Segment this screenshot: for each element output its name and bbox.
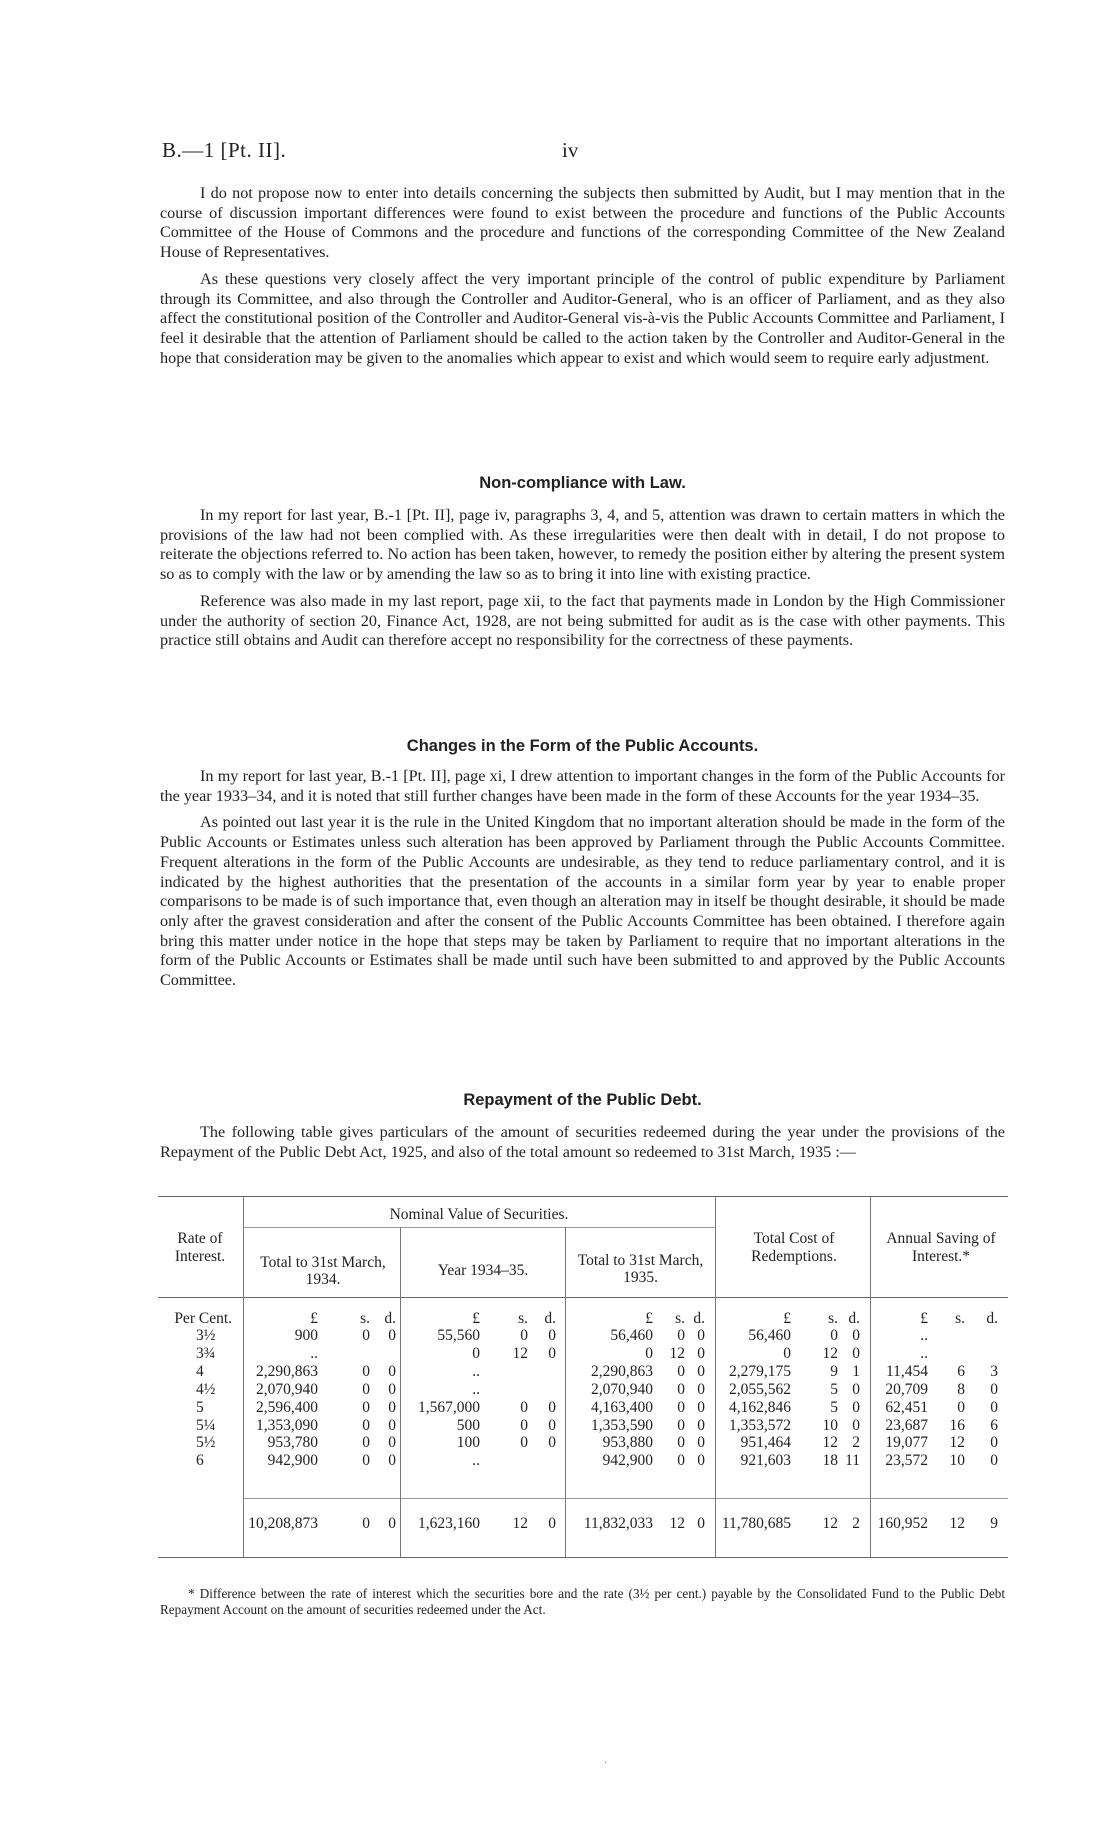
- table-cell: 0: [362, 1398, 370, 1416]
- table-bottom-rule: [158, 1557, 1008, 1558]
- footnote-text: * Difference between the rate of interest which the securities bore and the rate (3½ per cent.) payable by the Consolidated Fund to the Public Debt Repayment Account on the amount of securities redeemed under the Act.: [160, 1586, 1005, 1617]
- rate-cell: 6: [196, 1452, 204, 1470]
- table-cell: 0: [852, 1380, 860, 1398]
- totals-rule: [243, 1498, 1008, 1499]
- table-cell: ..: [472, 1452, 480, 1470]
- table-cell: ..: [472, 1380, 480, 1398]
- total-cell: 0: [388, 1515, 396, 1532]
- table-cell: 0: [548, 1327, 556, 1344]
- table-cell: 12: [669, 1344, 685, 1362]
- table-cell: 16: [949, 1416, 965, 1434]
- table-cell: 0: [520, 1434, 528, 1452]
- table-cell: 0: [677, 1380, 685, 1398]
- table-cell: 0: [990, 1398, 998, 1416]
- table-cell: 0: [852, 1398, 860, 1416]
- table-cell: 23,572: [885, 1452, 928, 1470]
- table-cell: 0: [697, 1344, 705, 1362]
- paragraph: Reference was also made in my last report, page xii, to the fact that payments made in London by the High Commissioner under the authority of section 20, Finance Act, 1928, are not being submitted for audit as is the case with other payments. This practice still obtains and Audit can therefore accept no responsibility for the correctness of these payments.: [160, 591, 1005, 650]
- table-cell: 0: [697, 1416, 705, 1434]
- table-cell: 942,900: [602, 1452, 653, 1470]
- table-cell: 19,077: [885, 1434, 928, 1452]
- rate-cell: 5: [196, 1398, 204, 1416]
- table-cell: 11,454: [885, 1362, 928, 1380]
- table-cell: 2: [852, 1434, 860, 1452]
- table-cell: 500: [456, 1416, 480, 1434]
- unit-label: s.: [675, 1310, 685, 1327]
- unit-label: d.: [384, 1310, 396, 1327]
- unit-label: £: [472, 1310, 480, 1327]
- table-cell: 0: [697, 1398, 705, 1416]
- page-header: [162, 138, 1002, 168]
- unit-label: d.: [848, 1310, 860, 1327]
- table-cell: 18: [822, 1452, 838, 1470]
- table-header-rule: [158, 1297, 1008, 1298]
- table-cell: 0: [548, 1434, 556, 1452]
- paragraph: I do not propose now to enter into details concerning the subjects then submitted by Audit, but I may mention that in the course of discussion important differences were found to exist between the procedure and functions of the Public Accounts Committee of the House of Commons and the procedure and functions of the corresponding Committee of the New Zealand House of Representatives.: [160, 184, 1005, 262]
- table-top-rule: [158, 1196, 1008, 1197]
- unit-label: s.: [955, 1310, 965, 1327]
- table-cell: 6: [957, 1362, 965, 1380]
- col-header-cost: Total Cost of Redemptions.: [751, 1230, 837, 1265]
- table-cell: 0: [783, 1344, 791, 1362]
- table-cell: 2,290,863: [591, 1362, 653, 1380]
- rate-cell: 4: [196, 1362, 204, 1380]
- table-cell: 0: [677, 1434, 685, 1452]
- table-cell: 0: [388, 1416, 396, 1434]
- table-cell: 0: [472, 1344, 480, 1362]
- unit-label: £: [783, 1310, 791, 1327]
- nominal-group-rule: [243, 1227, 715, 1228]
- table-cell: 942,900: [267, 1452, 318, 1470]
- table-cell: 0: [990, 1380, 998, 1398]
- table-cell: ..: [472, 1362, 480, 1380]
- total-cell: 0: [697, 1515, 705, 1532]
- table-cell: 5: [830, 1380, 838, 1398]
- section-non-compliance-text: [160, 506, 1005, 658]
- total-cell: 160,952: [877, 1515, 928, 1532]
- section-public-accounts-text: [160, 767, 1005, 998]
- table-cell: 953,780: [267, 1434, 318, 1452]
- section-heading-public-accounts: Changes in the Form of the Public Accounts.: [406, 737, 759, 755]
- table-cell: 2,070,940: [591, 1380, 653, 1398]
- table-cell: 3: [990, 1362, 998, 1380]
- table-cell: 0: [852, 1327, 860, 1344]
- total-cell: 2: [852, 1515, 860, 1532]
- table-cell: 12: [822, 1344, 838, 1362]
- table-cell: 0: [697, 1434, 705, 1452]
- table-cell: 0: [362, 1327, 370, 1344]
- table-cell: 1,353,090: [256, 1416, 318, 1434]
- page-number: iv: [562, 138, 579, 162]
- table-cell: 0: [548, 1344, 556, 1362]
- unit-label: d.: [986, 1310, 998, 1327]
- table-cell: 0: [697, 1362, 705, 1380]
- table-cell: 4,162,846: [729, 1398, 791, 1416]
- total-cell: 0: [362, 1515, 370, 1532]
- table-cell: 0: [362, 1434, 370, 1452]
- table-cell: 55,560: [437, 1327, 480, 1344]
- unit-label: s.: [828, 1310, 838, 1327]
- table-cell: 8: [957, 1380, 965, 1398]
- section-heading-public-debt: Repayment of the Public Debt.: [463, 1091, 702, 1109]
- rate-cell: 3¾: [196, 1344, 216, 1362]
- table-cell: 1,353,572: [729, 1416, 791, 1434]
- unit-label: s.: [360, 1310, 370, 1327]
- total-cell: 12: [669, 1515, 685, 1532]
- table-cell: 0: [388, 1452, 396, 1470]
- table-cell: 0: [830, 1327, 838, 1344]
- rate-cell: 5½: [196, 1434, 216, 1452]
- table-cell: 0: [677, 1398, 685, 1416]
- table-cell: 900: [294, 1327, 318, 1344]
- intro-text: [160, 184, 1005, 375]
- stray-mark: ·: [604, 1758, 608, 1769]
- table-cell: 5: [830, 1398, 838, 1416]
- table-cell: 2,290,863: [256, 1362, 318, 1380]
- table-cell: 921,603: [740, 1452, 791, 1470]
- table-cell: 20,709: [885, 1380, 928, 1398]
- unit-label: Per Cent.: [174, 1310, 232, 1327]
- table-cell: 56,460: [610, 1327, 653, 1344]
- table-cell: 0: [645, 1344, 653, 1362]
- total-cell: 11,832,033: [583, 1515, 653, 1532]
- table-cell: 0: [388, 1327, 396, 1344]
- table-cell: 0: [362, 1362, 370, 1380]
- total-cell: 12: [822, 1515, 838, 1532]
- table-cell: 0: [957, 1398, 965, 1416]
- table-cell: ..: [310, 1344, 318, 1362]
- table-cell: 0: [388, 1434, 396, 1452]
- table-cell: 0: [388, 1398, 396, 1416]
- unit-label: s.: [518, 1310, 528, 1327]
- table-cell: 0: [362, 1416, 370, 1434]
- table-cell: 0: [677, 1452, 685, 1470]
- paragraph: In my report for last year, B.-1 [Pt. II], page iv, paragraphs 3, 4, and 5, attention was drawn to certain matters in which the provisions of the law had not been complied with. As these irregularities were then dealt with in detail, I do not propose to reiterate the objections referred to. No action has been taken, however, to remedy the position either by altering the present system so as to comply with the law or by amending the law so as to bring it into line with existing practice.: [160, 506, 1005, 584]
- unit-label: £: [920, 1310, 928, 1327]
- unit-label: £: [645, 1310, 653, 1327]
- table-cell: 23,687: [885, 1416, 928, 1434]
- table-cell: 4,163,400: [591, 1398, 653, 1416]
- table-cell: 0: [677, 1416, 685, 1434]
- table-cell: 1,353,590: [591, 1416, 653, 1434]
- table-cell: 0: [520, 1327, 528, 1344]
- table-cell: 62,451: [885, 1398, 928, 1416]
- paragraph: As these questions very closely affect the very important principle of the control of public expenditure by Parliament through its Committee, and also through the Controller and Auditor-General, who is an officer of Parliament, and as they also affect the constitutional position of the Controller and Auditor-General vis-à-vis the Public Accounts Committee and Parliament, I feel it desirable that the attention of Parliament should be called to the action taken by the Controller and Auditor-General in the hope that consideration may be given to the anomalies which appear to exist and which would seem to require early adjustment.: [160, 269, 1005, 367]
- table-cell: 2,279,175: [729, 1362, 791, 1380]
- table-cell: 0: [548, 1398, 556, 1416]
- table-cell: 1,567,000: [418, 1398, 480, 1416]
- total-cell: 9: [990, 1515, 998, 1532]
- table-cell: 0: [990, 1434, 998, 1452]
- col-header-saving: Annual Saving of Interest.*: [886, 1230, 996, 1265]
- table-cell: 0: [677, 1327, 685, 1344]
- table-cell: 0: [697, 1380, 705, 1398]
- table-cell: 10: [949, 1452, 965, 1470]
- table-cell: 0: [852, 1344, 860, 1362]
- report-reference: B.—1 [Pt. II].: [162, 138, 287, 162]
- table-cell: 56,460: [748, 1327, 791, 1344]
- table-cell: 0: [388, 1362, 396, 1380]
- total-cell: 0: [548, 1515, 556, 1532]
- table-cell: 0: [677, 1362, 685, 1380]
- table-cell: 0: [520, 1416, 528, 1434]
- table-cell: 2,055,562: [729, 1380, 791, 1398]
- table-cell: 0: [388, 1380, 396, 1398]
- section-public-debt-text: [160, 1123, 1005, 1169]
- table-cell: 0: [362, 1380, 370, 1398]
- table-cell: ..: [920, 1327, 928, 1344]
- total-cell: 10,208,873: [248, 1515, 318, 1532]
- table-cell: 12: [949, 1434, 965, 1452]
- table-cell: 12: [822, 1434, 838, 1452]
- table-cell: 0: [548, 1416, 556, 1434]
- table-cell: 0: [362, 1452, 370, 1470]
- table-cell: 0: [697, 1452, 705, 1470]
- table-cell: 6: [990, 1416, 998, 1434]
- col-header-total-1935: Total to 31st March, 1935.: [577, 1252, 704, 1286]
- rate-cell: 3½: [196, 1327, 216, 1344]
- table-cell: 12: [512, 1344, 528, 1362]
- table-cell: 100: [456, 1434, 480, 1452]
- table-cell: 0: [520, 1398, 528, 1416]
- paragraph: In my report for last year, B.-1 [Pt. II], page xi, I drew attention to important changes in the form of the Public Accounts for the year 1933–34, and it is noted that still further changes have been made in the form of these Accounts for the year 1934–35.: [160, 767, 1005, 805]
- table-cell: 0: [990, 1452, 998, 1470]
- col-header-year: Year 1934–35.: [437, 1262, 529, 1279]
- table-cell: ..: [920, 1344, 928, 1362]
- rate-cell: 4½: [196, 1380, 216, 1398]
- table-cell: 11: [845, 1452, 860, 1470]
- table-cell: 0: [852, 1416, 860, 1434]
- unit-label: d.: [693, 1310, 705, 1327]
- total-cell: 12: [949, 1515, 965, 1532]
- table-cell: 2,070,940: [256, 1380, 318, 1398]
- paragraph: The following table gives particulars of the amount of securities redeemed during the year under the provisions of the Repayment of the Public Debt Act, 1925, and also of the total amount so redeemed to 31st March, 1935 :—: [160, 1123, 1005, 1161]
- unit-label: d.: [544, 1310, 556, 1327]
- table-cell: 0: [697, 1327, 705, 1344]
- unit-label: £: [310, 1310, 318, 1327]
- total-cell: 12: [512, 1515, 528, 1532]
- section-heading-non-compliance: Non-compliance with Law.: [479, 474, 686, 492]
- rate-cell: 5¼: [196, 1416, 216, 1434]
- col-header-total-1934: Total to 31st March, 1934.: [260, 1254, 386, 1288]
- table-cell: 951,464: [740, 1434, 791, 1452]
- col-header-rate: Rate of Interest.: [174, 1230, 226, 1265]
- table-cell: 10: [822, 1416, 838, 1434]
- total-cell: 1,623,160: [418, 1515, 480, 1532]
- col-group-nominal: Nominal Value of Securities.: [389, 1206, 569, 1223]
- table-cell: 953,880: [602, 1434, 653, 1452]
- table-cell: 9: [830, 1362, 838, 1380]
- table-cell: 1: [852, 1362, 860, 1380]
- paragraph: As pointed out last year it is the rule in the United Kingdom that no important alteration should be made in the form of the Public Accounts or Estimates unless such alteration has been approved by Parliament through the Public Accounts Committee. Frequent alterations in the form of the Public Accounts are undesirable, as they tend to reduce parliamentary control, and it is indicated by the highest authorities that the presentation of the accounts in a similar form year by year to enable proper comparisons to be made is of such importance that, even though an alteration may in itself be thought desirable, it should be made only after the gravest consideration and after the consent of the Public Accounts Committee has been obtained. I therefore again bring this matter under notice in the hope that steps may be taken by Parliament to require that no important alterations in the form of the Public Accounts or Estimates shall be made until such have been submitted to and approved by the Public Accounts Committee.: [160, 813, 1005, 990]
- table-cell: 2,596,400: [256, 1398, 318, 1416]
- table-footnote: [160, 1586, 1005, 1618]
- total-cell: 11,780,685: [721, 1515, 791, 1532]
